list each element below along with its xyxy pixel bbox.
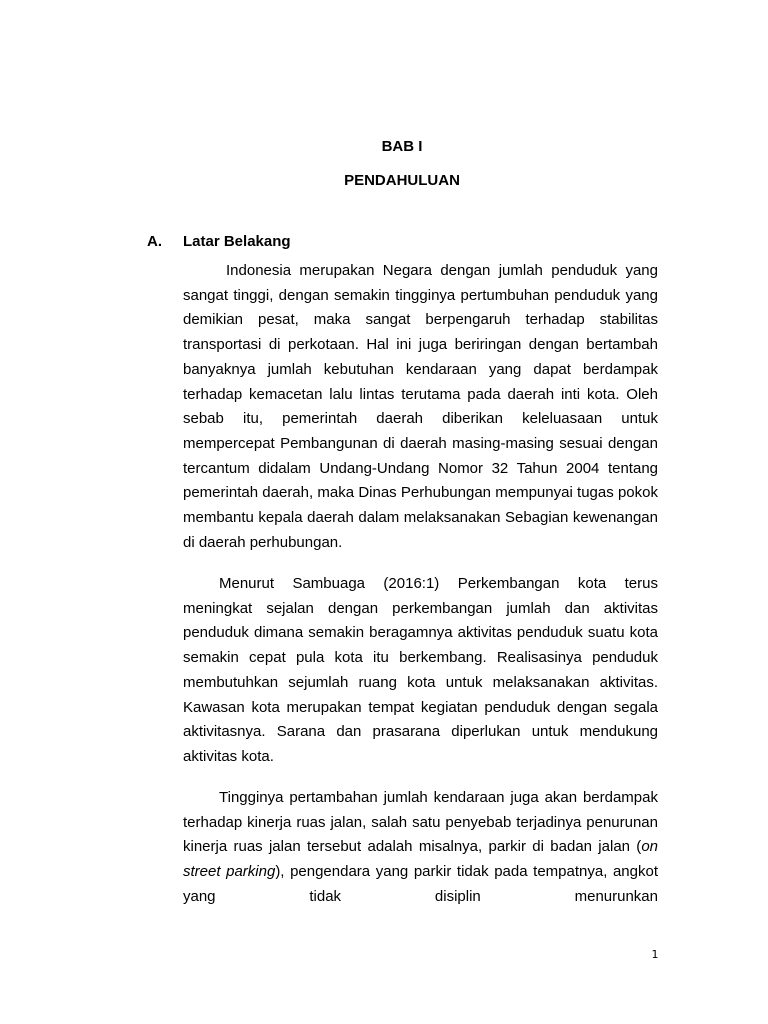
paragraph-3-text-after: ), pengendara yang parkir tidak pada tempatnya, angkot yang tidak disiplin menurunkan <box>183 863 658 905</box>
paragraph-3-text-before: Tingginya pertambahan jumlah kendaraan juga akan berdampak terhadap kinerja ruas jalan, salah satu penyebab terjadinya penurunan kinerja ruas jalan tersebut adalah misalnya, parkir di badan jalan ( <box>183 789 658 856</box>
paragraph-2: Menurut Sambuaga (2016:1) Perkembangan kota terus meningkat sejalan dengan perkembangan jumlah dan aktivitas penduduk dimana semakin beragamnya aktivitas penduduk suatu kota semakin cepat pula kota itu berkembang. Realisasinya penduduk membutuhkan sejumlah ruang kota untuk melaksanakan aktivitas. Kawasan kota merupakan tempat kegiatan penduduk dengan segala aktivitasnya. Sarana dan prasarana diperlukan untuk mendukung aktivitas kota. <box>183 575 658 765</box>
section-letter: A. <box>147 233 162 250</box>
chapter-number: BAB I <box>381 138 423 155</box>
paragraph-3 <box>183 786 658 910</box>
page-number: 1 <box>651 948 659 961</box>
section-heading: Latar Belakang <box>183 233 291 250</box>
paragraph-3-italic-term: on street parking <box>183 838 658 881</box>
chapter-title: PENDAHULUAN <box>344 172 460 189</box>
paragraph-1: Indonesia merupakan Negara dengan jumlah penduduk yang sangat tinggi, dengan semakin tingginya pertumbuhan penduduk yang demikian pesat, maka sangat berpengaruh terhadap stabilitas transportasi di perkotaan. Hal ini juga beriringan dengan bertambah banyaknya jumlah kebutuhan kendaraan yang dapat berdampak terhadap kemacetan lalu lintas terutama pada daerah inti kota. Oleh sebab itu, pemerintah daerah diberikan keleluasaan untuk mempercepat Pembangunan di daerah masing-masing sesuai dengan tercantum didalam Undang-Undang Nomor 32 Tahun 2004 tentang pemerintah daerah, maka Dinas Perhubungan mempunyai tugas pokok membantu kepala daerah dalam melaksanakan Sebagian kewenangan di daerah perhubungan. <box>183 262 658 551</box>
